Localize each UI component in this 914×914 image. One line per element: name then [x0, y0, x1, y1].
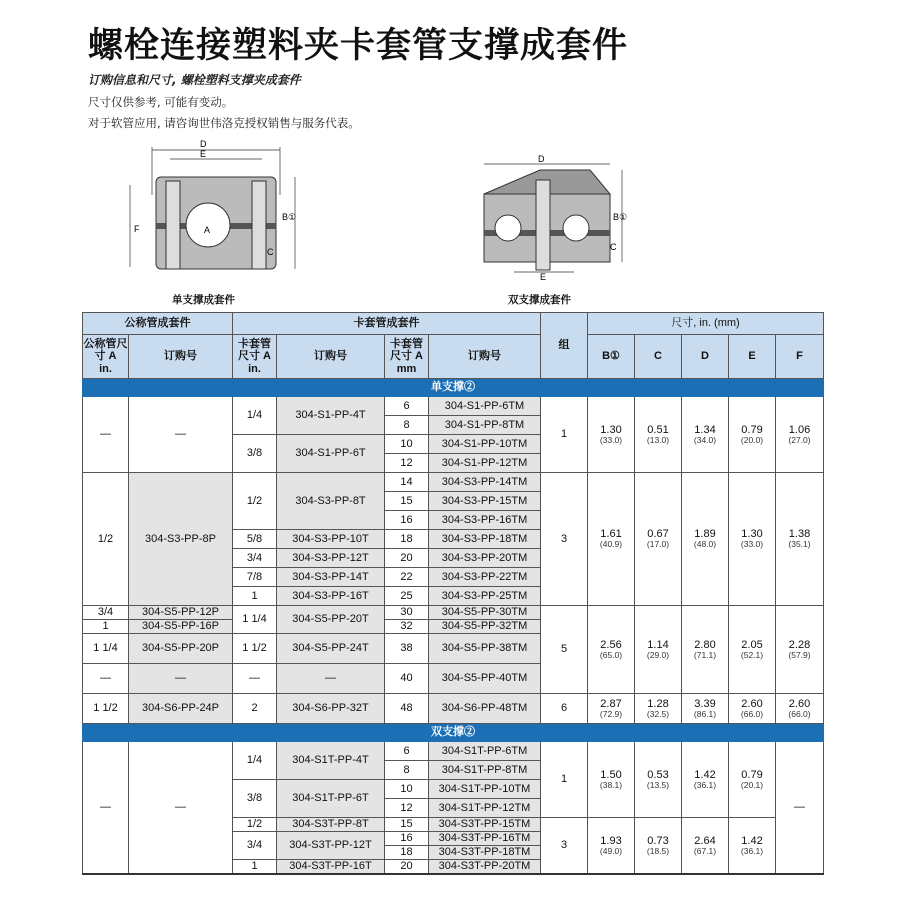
section-title: 双支撑②: [83, 724, 824, 742]
dimension-mm: (17.0): [646, 539, 670, 550]
table-cell: 3/4: [83, 606, 129, 620]
dimension-inch: 2.05: [741, 638, 763, 651]
part-number-cell: 304-S1T-PP-4T: [277, 742, 385, 780]
dimension-inch: 2.60: [741, 697, 763, 710]
dimension-inch: 2.80: [694, 638, 716, 651]
table-cell: 1: [541, 397, 588, 473]
table-cell: —: [83, 397, 129, 473]
table-cell: 1: [83, 620, 129, 634]
dimension-cell: [635, 397, 682, 473]
dimension-cell: [682, 473, 729, 606]
part-number-cell: 304-S6-PP-48TM: [429, 694, 541, 724]
table-cell: 10: [385, 435, 429, 454]
tube-size-mm-header: 卡套管尺寸 A mm: [385, 335, 429, 379]
dimension-cell: [635, 606, 682, 694]
double-support-caption: 双支撑成套件: [508, 294, 571, 306]
part-number-cell: 304-S3-PP-20TM: [429, 549, 541, 568]
part-number-cell: 304-S3-PP-12T: [277, 549, 385, 568]
part-number-cell: 304-S1-PP-12TM: [429, 454, 541, 473]
svg-text:C: C: [610, 242, 617, 252]
dimension-inch: 1.89: [694, 528, 716, 541]
table-cell: 1 1/4: [83, 634, 129, 664]
dimension-mm: (65.0): [599, 649, 623, 660]
part-number-cell: 304-S3-PP-10T: [277, 530, 385, 549]
dimension-mm: (33.0): [599, 434, 623, 445]
part-number-cell: 304-S3-PP-22TM: [429, 568, 541, 587]
table-cell: 12: [385, 454, 429, 473]
table-cell: 3: [541, 818, 588, 875]
double-support-drawing: [470, 150, 640, 285]
dimension-mm: (57.9): [788, 649, 811, 660]
part-number-cell: 304-S3-PP-16TM: [429, 511, 541, 530]
dimension-inch: 1.42: [694, 768, 716, 781]
section-header-row: [83, 379, 824, 397]
part-number-cell: 304-S3T-PP-16TM: [429, 832, 541, 846]
table-cell: 1: [233, 860, 277, 875]
dimension-inch: 2.28: [788, 638, 811, 651]
dimension-mm: (49.0): [599, 845, 623, 856]
table-cell: 40: [385, 664, 429, 694]
part-number-cell: 304-S5-PP-32TM: [429, 620, 541, 634]
table-cell: 3/4: [233, 832, 277, 860]
table-cell: 1 1/4: [233, 606, 277, 634]
part-number-cell: 304-S3T-PP-8T: [277, 818, 385, 832]
table-row: [83, 473, 824, 492]
dimension-mm: (29.0): [646, 649, 670, 660]
part-number-cell: 304-S1-PP-6TM: [429, 397, 541, 416]
dimension-mm: (20.1): [740, 779, 764, 790]
table-cell: 1/2: [233, 473, 277, 530]
dimension-inch: 1.34: [694, 423, 716, 436]
part-number-cell: 304-S5-PP-12P: [129, 606, 233, 620]
dimension-inch: 1.06: [788, 423, 811, 436]
part-number-cell: 304-S3-PP-8T: [277, 473, 385, 530]
dimension-inch: 2.60: [788, 697, 811, 710]
dimensions-header: 尺寸, in. (mm): [588, 313, 824, 335]
dimension-cell: [635, 694, 682, 724]
part-number-cell: 304-S3-PP-25TM: [429, 587, 541, 606]
dimension-inch: 0.67: [647, 528, 669, 541]
dimension-inch: 0.79: [741, 768, 763, 781]
page-title: 螺栓连接塑料夹卡套管支撑成套件: [88, 26, 629, 66]
dimension-cell: [729, 397, 776, 473]
dim-f-header: F: [776, 335, 824, 379]
table-cell: 20: [385, 549, 429, 568]
dimension-inch: 1.30: [600, 423, 622, 436]
table-cell: 1 1/2: [233, 634, 277, 664]
pipe-size-header: 公称管尺寸 A in.: [83, 335, 129, 379]
dimension-cell: [635, 473, 682, 606]
part-number-cell: 304-S1-PP-4T: [277, 397, 385, 435]
part-number-cell: —: [129, 397, 233, 473]
part-number-cell: 304-S1T-PP-10TM: [429, 780, 541, 799]
dimension-mm: (32.5): [646, 708, 670, 719]
svg-text:A: A: [204, 225, 211, 235]
dim-b-header: B①: [588, 335, 635, 379]
table-cell: 1/4: [233, 397, 277, 435]
table-cell: 8: [385, 416, 429, 435]
dimension-inch: 1.50: [600, 768, 622, 781]
table-cell: 2: [233, 694, 277, 724]
single-support-drawing: [120, 135, 310, 285]
dimension-mm: (35.1): [788, 539, 811, 550]
dimension-mm: (27.0): [788, 434, 811, 445]
part-number-cell: —: [129, 742, 233, 875]
dimension-cell: [588, 397, 635, 473]
dimension-inch: 2.56: [600, 638, 622, 651]
dimension-mm: (36.1): [740, 845, 764, 856]
part-number-cell: 304-S3-PP-18TM: [429, 530, 541, 549]
table-cell: 48: [385, 694, 429, 724]
part-number-cell: 304-S3-PP-16T: [277, 587, 385, 606]
subtitle: 订购信息和尺寸, 螺栓塑料支撑夹成套件: [88, 73, 301, 87]
part-number-cell: 304-S5-PP-16P: [129, 620, 233, 634]
part-number-cell: 304-S1T-PP-6T: [277, 780, 385, 818]
dim-d-header: D: [682, 335, 729, 379]
dimension-mm: (33.0): [740, 539, 764, 550]
table-cell: 32: [385, 620, 429, 634]
table-row: [83, 397, 824, 416]
dimension-inch: 2.64: [694, 834, 716, 847]
single-support-caption: 单支撑成套件: [172, 294, 235, 306]
dimension-cell: [682, 742, 729, 818]
table-cell: —: [233, 664, 277, 694]
table-cell: 5/8: [233, 530, 277, 549]
dimension-cell: [776, 397, 824, 473]
part-number-cell: 304-S5-PP-24T: [277, 634, 385, 664]
part-number-cell: 304-S3-PP-8P: [129, 473, 233, 606]
part-number-cell: 304-S6-PP-32T: [277, 694, 385, 724]
dimension-mm: (67.1): [693, 845, 717, 856]
note-hose: 对于软管应用, 请咨询世伟洛克授权销售与服务代表。: [88, 116, 360, 130]
part-number-cell: 304-S1-PP-8TM: [429, 416, 541, 435]
part-number-cell: 304-S3T-PP-12T: [277, 832, 385, 860]
part-number-cell: 304-S5-PP-30TM: [429, 606, 541, 620]
table-cell: 16: [385, 832, 429, 846]
dimension-cell: [588, 694, 635, 724]
svg-text:E: E: [540, 272, 547, 282]
table-cell: 15: [385, 492, 429, 511]
table-cell: 5: [541, 606, 588, 694]
tube-mm-order-header: 订购号: [429, 335, 541, 379]
table-cell: 1: [541, 742, 588, 818]
dimension-cell: [776, 473, 824, 606]
part-number-cell: 304-S1-PP-10TM: [429, 435, 541, 454]
svg-text:E: E: [200, 149, 207, 159]
part-number-cell: —: [277, 664, 385, 694]
svg-text:B①: B①: [613, 212, 628, 222]
table-cell: 18: [385, 530, 429, 549]
section-header-row: [83, 724, 824, 742]
dimension-mm: (86.1): [693, 708, 717, 719]
table-cell: 6: [385, 742, 429, 761]
part-number-cell: 304-S3-PP-14T: [277, 568, 385, 587]
dimension-cell: [588, 818, 635, 875]
dim-e-header: E: [729, 335, 776, 379]
part-number-cell: 304-S1T-PP-8TM: [429, 761, 541, 780]
dimension-cell: [588, 473, 635, 606]
table-cell: 1/2: [233, 818, 277, 832]
dimension-mm: (13.0): [646, 434, 670, 445]
dimension-cell: [635, 742, 682, 818]
pipe-order-header: 订购号: [129, 335, 233, 379]
dimension-mm: (13.5): [646, 779, 670, 790]
part-number-cell: 304-S5-PP-38TM: [429, 634, 541, 664]
dimension-cell: [682, 694, 729, 724]
dimension-inch: 1.42: [741, 834, 763, 847]
table-cell: 38: [385, 634, 429, 664]
dimension-mm: (71.1): [693, 649, 717, 660]
table-cell: 1/4: [233, 742, 277, 780]
part-number-cell: 304-S3-PP-15TM: [429, 492, 541, 511]
group-header: 组: [541, 313, 588, 379]
dimension-mm: (36.1): [693, 779, 717, 790]
svg-text:C: C: [267, 247, 274, 257]
dimension-mm: (38.1): [599, 779, 623, 790]
dimension-mm: (66.0): [740, 708, 764, 719]
dimension-mm: (52.1): [740, 649, 764, 660]
part-number-cell: 304-S3-PP-14TM: [429, 473, 541, 492]
dimension-cell: [729, 606, 776, 694]
table-cell: 16: [385, 511, 429, 530]
dimension-inch: 1.28: [647, 697, 669, 710]
part-number-cell: 304-S1-PP-6T: [277, 435, 385, 473]
table-cell: 14: [385, 473, 429, 492]
dimension-cell: [635, 818, 682, 875]
dimension-cell: [588, 606, 635, 694]
table-cell: 3/4: [233, 549, 277, 568]
dimension-cell: [682, 606, 729, 694]
dimension-cell: [729, 742, 776, 818]
dimension-cell: [729, 694, 776, 724]
part-number-cell: 304-S3T-PP-16T: [277, 860, 385, 875]
tube-order-header: 订购号: [277, 335, 385, 379]
dimension-mm: (40.9): [599, 539, 623, 550]
note-dimensions: 尺寸仅供参考, 可能有变动。: [88, 95, 234, 109]
table-cell: 1/2: [83, 473, 129, 606]
tube-size-in-header: 卡套管尺寸 A in.: [233, 335, 277, 379]
dimension-mm: (20.0): [740, 434, 764, 445]
table-cell: 18: [385, 846, 429, 860]
part-number-cell: 304-S3T-PP-15TM: [429, 818, 541, 832]
section-title: 单支撑②: [83, 379, 824, 397]
dimension-inch: 1.93: [600, 834, 622, 847]
part-number-cell: 304-S5-PP-20P: [129, 634, 233, 664]
dimension-cell: [776, 606, 824, 694]
table-cell: 15: [385, 818, 429, 832]
part-number-cell: —: [129, 664, 233, 694]
dimension-inch: 1.14: [647, 638, 669, 651]
dimension-cell: [729, 473, 776, 606]
pipe-assemblies-header: 公称管成套件: [83, 313, 233, 335]
dimension-inch: 0.53: [647, 768, 669, 781]
dimension-inch: 3.39: [694, 697, 716, 710]
table-row: [83, 742, 824, 761]
table-cell: 3/8: [233, 780, 277, 818]
svg-text:D: D: [200, 139, 207, 149]
table-cell: —: [83, 664, 129, 694]
dimension-inch: 0.73: [647, 834, 669, 847]
dimension-inch: 2.87: [600, 697, 622, 710]
dimension-inch: 1.61: [600, 528, 622, 541]
svg-text:F: F: [134, 224, 140, 234]
dimension-mm: (72.9): [599, 708, 623, 719]
tube-assemblies-header: 卡套管成套件: [233, 313, 541, 335]
table-cell: 6: [541, 694, 588, 724]
dimension-inch: 1.30: [741, 528, 763, 541]
table-cell: 1 1/2: [83, 694, 129, 724]
dimension-inch: 0.51: [647, 423, 669, 436]
svg-text:D: D: [538, 154, 545, 164]
dimension-mm: (66.0): [788, 708, 811, 719]
dimension-cell: [588, 742, 635, 818]
table-cell: 6: [385, 397, 429, 416]
table-cell: 10: [385, 780, 429, 799]
part-number-cell: 304-S1T-PP-12TM: [429, 799, 541, 818]
table-cell: 22: [385, 568, 429, 587]
table-cell: 12: [385, 799, 429, 818]
part-number-cell: 304-S5-PP-20T: [277, 606, 385, 634]
part-number-cell: 304-S3T-PP-18TM: [429, 846, 541, 860]
part-number-cell: 304-S6-PP-24P: [129, 694, 233, 724]
ordering-table: [82, 312, 824, 875]
part-number-cell: 304-S5-PP-40TM: [429, 664, 541, 694]
dimension-mm: (34.0): [693, 434, 717, 445]
dimension-cell: [776, 694, 824, 724]
dimension-mm: (48.0): [693, 539, 717, 550]
dimension-inch: 1.38: [788, 528, 811, 541]
table-cell: —: [776, 742, 824, 875]
table-row: [83, 694, 824, 724]
table-cell: 3/8: [233, 435, 277, 473]
part-number-cell: 304-S1T-PP-6TM: [429, 742, 541, 761]
table-cell: 20: [385, 860, 429, 875]
svg-text:B①: B①: [282, 212, 297, 222]
table-cell: —: [83, 742, 129, 875]
dim-c-header: C: [635, 335, 682, 379]
part-number-cell: 304-S3T-PP-20TM: [429, 860, 541, 875]
table-cell: 8: [385, 761, 429, 780]
table-cell: 1: [233, 587, 277, 606]
dimension-cell: [682, 397, 729, 473]
table-cell: 7/8: [233, 568, 277, 587]
dimension-inch: 0.79: [741, 423, 763, 436]
dimension-cell: [729, 818, 776, 875]
table-cell: 30: [385, 606, 429, 620]
table-row: [83, 606, 824, 620]
dimension-mm: (18.5): [646, 845, 670, 856]
dimension-cell: [682, 818, 729, 875]
table-cell: 25: [385, 587, 429, 606]
table-cell: 3: [541, 473, 588, 606]
